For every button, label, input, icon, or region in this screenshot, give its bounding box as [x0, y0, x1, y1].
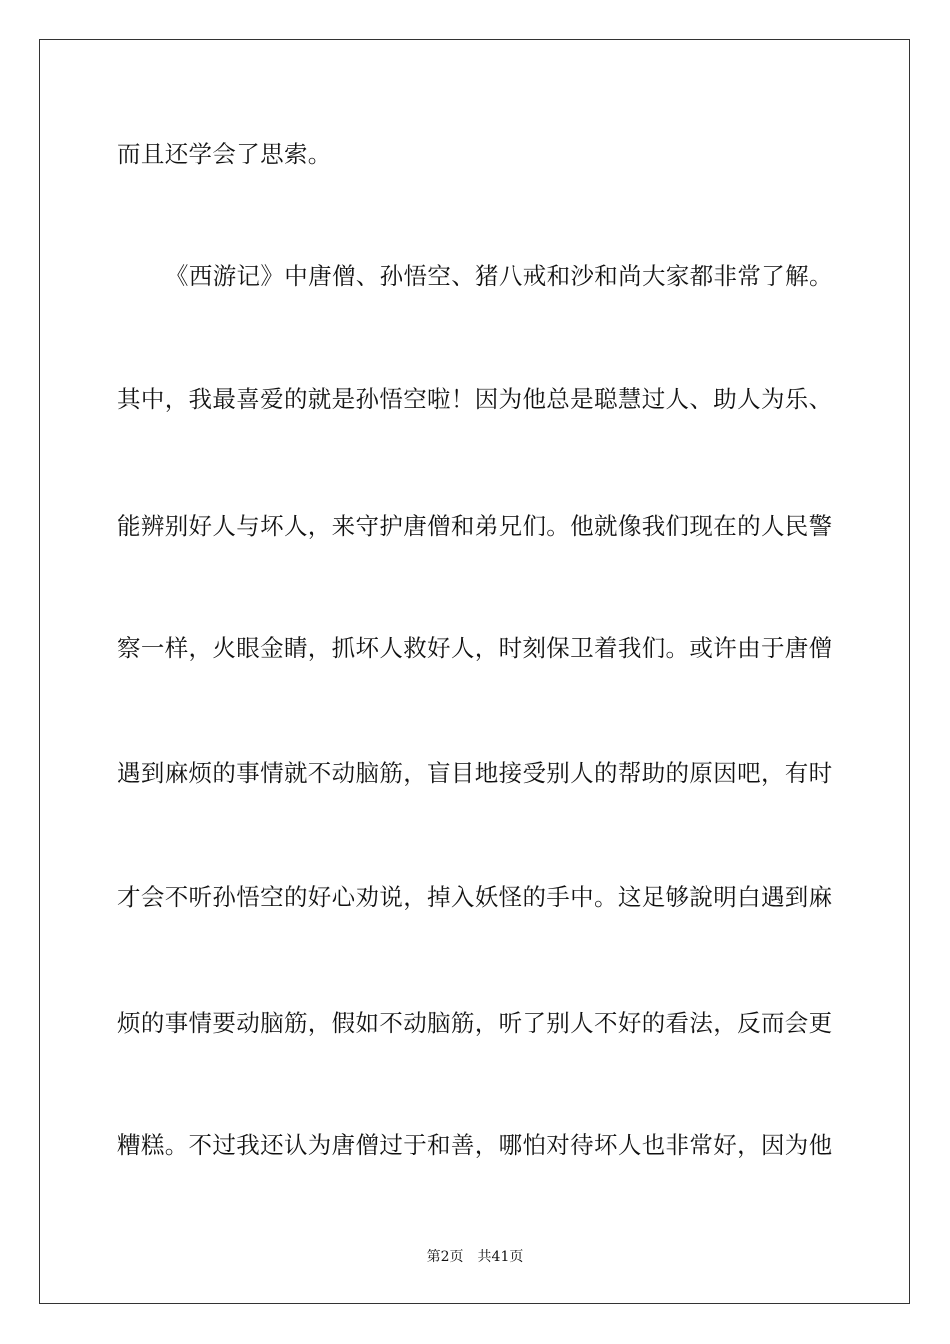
text-line: 而且还学会了思索。 [117, 140, 332, 168]
text-line: 糟糕。不过我还认为唐僧过于和善，哪怕对待坏人也非常好，因为他 [117, 1131, 833, 1159]
text-line: 能辨别好人与坏人，来守护唐僧和弟兄们。他就像我们现在的人民警 [117, 512, 833, 540]
text-line: 遇到麻烦的事情就不动脑筋，盲目地接受别人的帮助的原因吧，有时 [117, 759, 833, 787]
page-total: 共41页 [477, 1249, 524, 1265]
text-line: 察一样，火眼金睛，抓坏人救好人，时刻保卫着我们。或许由于唐僧 [117, 634, 833, 662]
text-line: 其中，我最喜爱的就是孙悟空啦！因为他总是聪慧过人、助人为乐、 [117, 385, 833, 413]
page-frame [39, 39, 910, 1304]
page-number: 第2页 [426, 1249, 464, 1265]
paragraph-start-line: 《西游记》中唐僧、孙悟空、猪八戒和沙和尚大家都非常了解。 [165, 262, 833, 290]
text-line: 才会不听孙悟空的好心劝说，掉入妖怪的手中。这足够說明白遇到麻 [117, 883, 833, 911]
text-line: 烦的事情要动脑筋，假如不动脑筋，听了别人不好的看法，反而会更 [117, 1009, 833, 1037]
page-footer [0, 1247, 950, 1267]
